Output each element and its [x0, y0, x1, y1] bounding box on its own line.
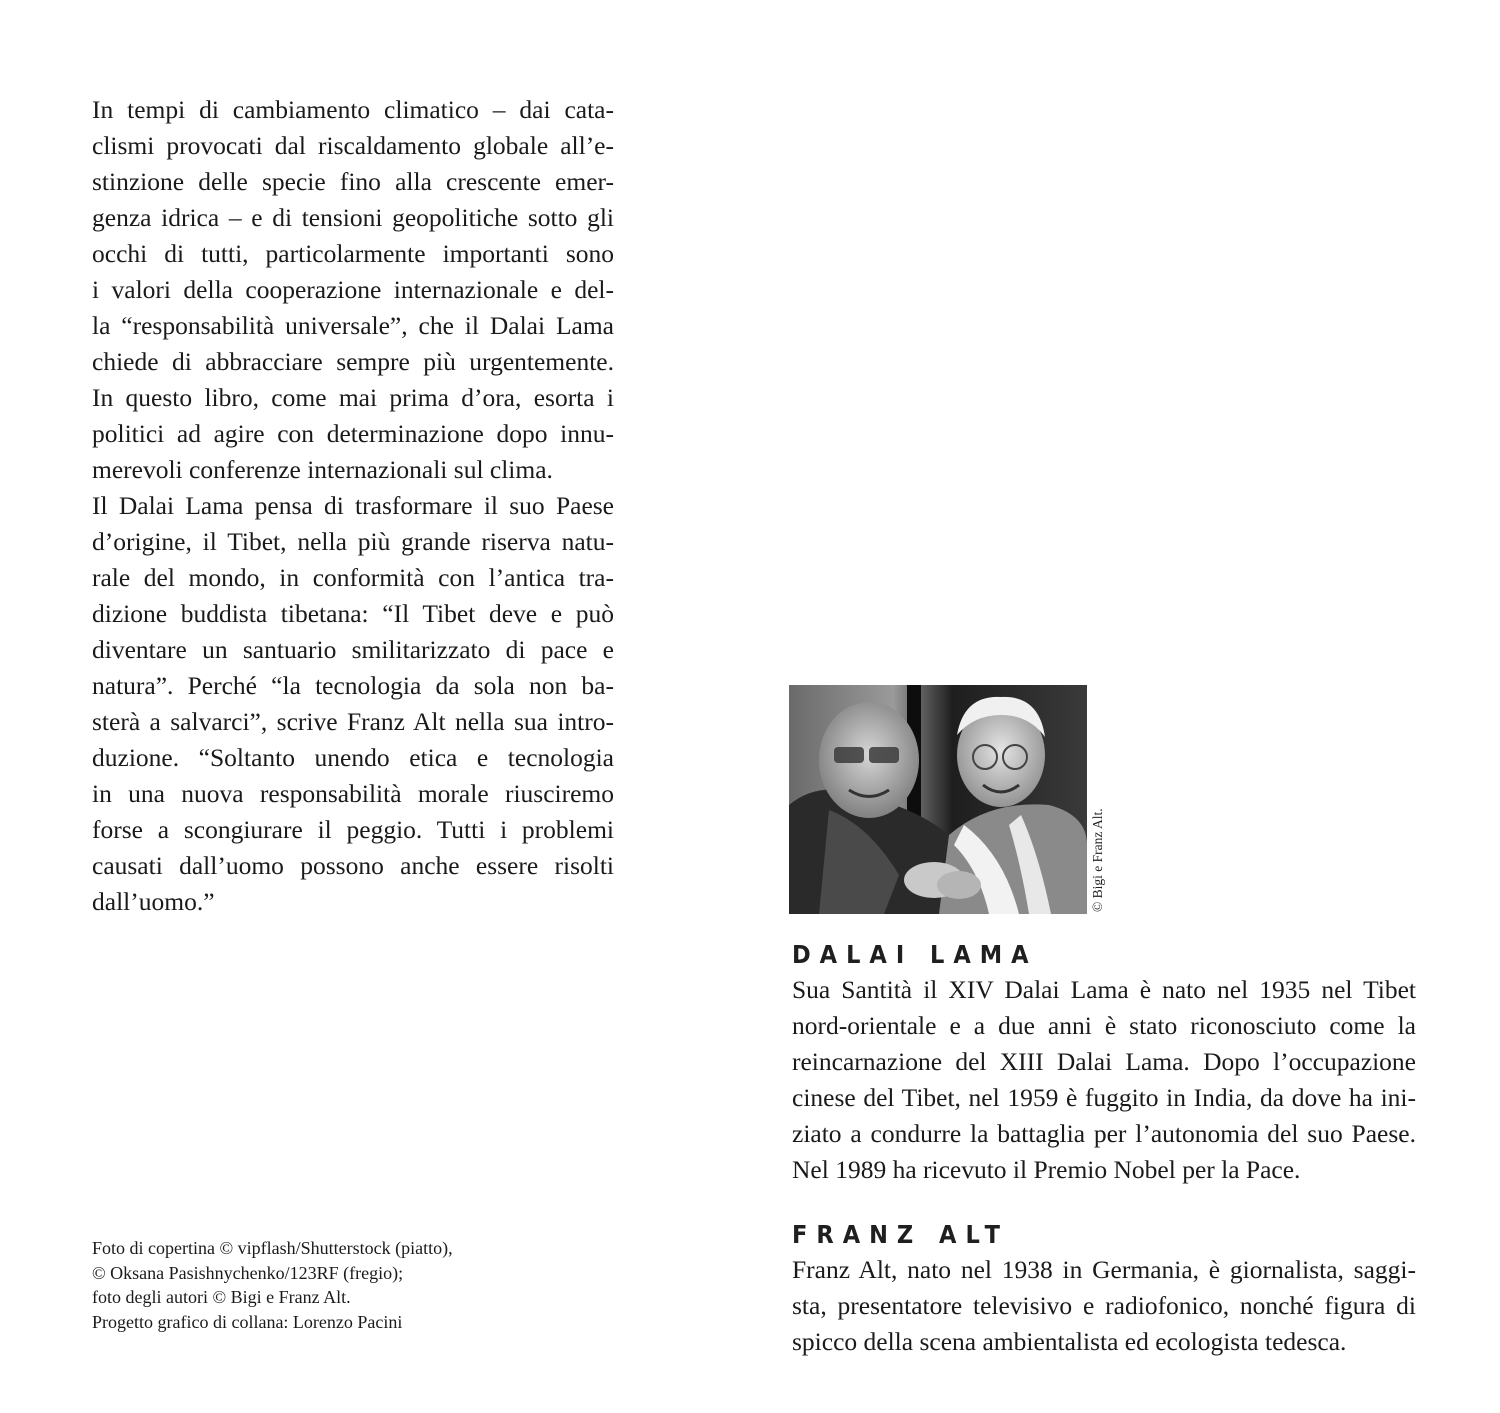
blurb-line: In questo libro, come mai prima d’ora, esorta i — [92, 383, 614, 412]
blurb-line: in una nuova responsabilità morale riusciremo — [92, 779, 614, 808]
credit-line: Progetto grafico di collana: Lorenzo Pacini — [92, 1311, 403, 1332]
bio-line: cinese del Tibet, nel 1959 è fuggito in India, da dove ha ini- — [792, 1083, 1416, 1112]
blurb-line: la “responsabilità universale”, che il Dalai Lama — [92, 311, 614, 340]
blurb-line: chiede di abbracciare sempre più urgentemente. — [92, 347, 614, 376]
blurb-text — [92, 92, 614, 920]
credit-line: © Oksana Pasishnychenko/123RF (fregio); — [92, 1262, 404, 1283]
blurb-line: causati dall’uomo possono anche essere risolti — [92, 851, 614, 880]
blurb-line: occhi di tutti, particolarmente importanti sono — [92, 239, 614, 268]
author-bio-franz-alt — [792, 1218, 1416, 1360]
blurb-line: d’origine, il Tibet, nella più grande riserva natu- — [92, 527, 614, 556]
blurb-line: genza idrica – e di tensioni geopolitiche sotto gli — [92, 203, 614, 232]
bio-line: ziato a condurre la battaglia per l’autonomia del suo Paese. — [792, 1119, 1416, 1148]
bio-line: Nel 1989 ha ricevuto il Premio Nobel per la Pace. — [792, 1155, 1301, 1184]
blurb-line: rale del mondo, in conformità con l’antica tra- — [92, 563, 614, 592]
bio-line: spicco della scena ambientalista ed ecologista tedesca. — [792, 1327, 1347, 1356]
blurb-line: merevoli conferenze internazionali sul clima. — [92, 455, 553, 484]
cover-credits — [92, 1236, 652, 1334]
blurb-line: Il Dalai Lama pensa di trasformare il suo Paese — [92, 491, 614, 520]
author-bio-dalai-lama — [792, 938, 1416, 1188]
photo-credit: © Bigi e Franz Alt. — [1090, 808, 1105, 912]
author-name: DALAI LAMA — [792, 940, 1038, 969]
blurb-line: stinzione delle specie fino alla crescente emer- — [92, 167, 614, 196]
bio-line: sta, presentatore televisivo e radiofonico, nonché figura di — [792, 1291, 1416, 1320]
bio-line: Sua Santità il XIV Dalai Lama è nato nel 1935 nel Tibet — [792, 975, 1416, 1004]
authors-photo — [789, 685, 1087, 914]
bio-line: nord-orientale e a due anni è stato riconosciuto come la — [792, 1011, 1416, 1040]
bio-line: Franz Alt, nato nel 1938 in Germania, è giornalista, saggi- — [792, 1255, 1416, 1284]
blurb-line: duzione. “Soltanto unendo etica e tecnologia — [92, 743, 614, 772]
credit-line: Foto di copertina © vipflash/Shutterstock (piatto), — [92, 1238, 453, 1258]
blurb-line: In tempi di cambiamento climatico – dai cata- — [92, 95, 614, 124]
blurb-line: dizione buddista tibetana: “Il Tibet deve e può — [92, 599, 614, 628]
blurb-line: dall’uomo.” — [92, 887, 215, 916]
credit-line: foto degli autori © Bigi e Franz Alt. — [92, 1287, 351, 1307]
blurb-line: politici ad agire con determinazione dopo innu- — [92, 419, 614, 448]
bio-line: reincarnazione del XIII Dalai Lama. Dopo l’occupazione — [792, 1047, 1416, 1076]
blurb-line: clismi provocati dal riscaldamento globale all’e- — [92, 131, 614, 160]
author-name: FRANZ ALT — [792, 1220, 1009, 1249]
blurb-line: forse a scongiurare il peggio. Tutti i problemi — [92, 815, 614, 844]
blurb-line: natura”. Perché “la tecnologia da sola non ba- — [92, 671, 614, 700]
blurb-line: diventare un santuario smilitarizzato di pace e — [92, 635, 614, 664]
blurb-line: sterà a salvarci”, scrive Franz Alt nella sua intro- — [92, 707, 614, 736]
blurb-line: i valori della cooperazione internazionale e del- — [92, 275, 614, 304]
